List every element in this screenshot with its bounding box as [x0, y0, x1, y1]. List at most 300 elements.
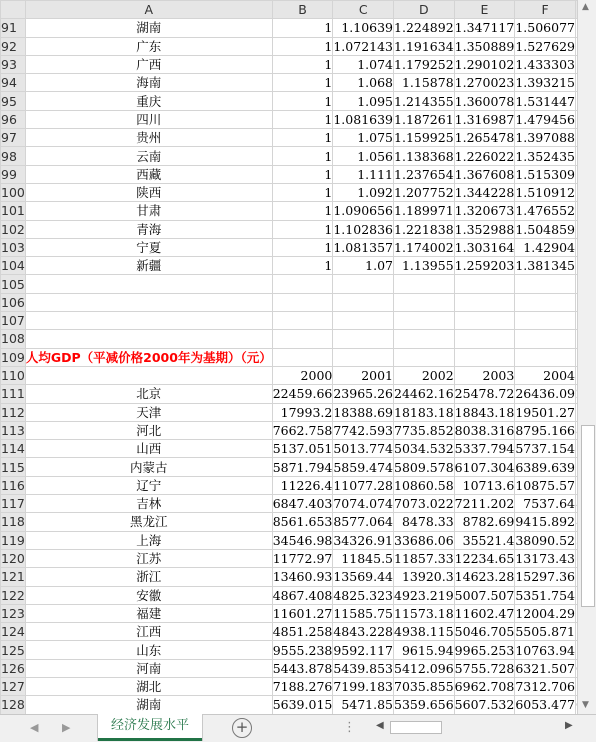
- value-cell[interactable]: 11573.18: [394, 605, 454, 621]
- value-cell[interactable]: 26436.09: [515, 386, 575, 402]
- province-cell[interactable]: 贵州: [25, 129, 272, 147]
- table-row: [1, 677, 578, 695]
- value-cell[interactable]: 6847.403: [272, 496, 333, 512]
- table-row: [1, 275, 578, 293]
- value-cell[interactable]: 18183.18: [394, 404, 454, 420]
- column-header-e[interactable]: E: [454, 1, 515, 19]
- empty-cell[interactable]: [394, 275, 455, 293]
- value-cell[interactable]: 1: [272, 147, 333, 165]
- value-cell[interactable]: 5137.051: [272, 441, 333, 457]
- province-cell[interactable]: 天津: [25, 403, 272, 421]
- value-cell[interactable]: 11602.47: [454, 605, 515, 621]
- value-cell[interactable]: 5046.705: [454, 624, 515, 640]
- empty-cell[interactable]: [333, 330, 394, 348]
- value-cell[interactable]: 8795.166: [515, 422, 575, 438]
- prev-sheet-icon[interactable]: ◀: [30, 721, 39, 734]
- value-cell[interactable]: 1.393215: [515, 75, 575, 91]
- value-cell[interactable]: 1: [272, 55, 333, 73]
- value-cell[interactable]: 25478.72: [454, 386, 515, 402]
- value-cell[interactable]: 11077.28: [333, 477, 394, 493]
- province-cell[interactable]: 浙江: [25, 568, 272, 586]
- value-cell[interactable]: 1.102836: [333, 221, 394, 237]
- value-cell[interactable]: 1.224892: [394, 20, 454, 36]
- value-cell[interactable]: 7312.706: [515, 679, 575, 695]
- value-cell[interactable]: 1.303164: [454, 240, 515, 255]
- value-cell[interactable]: 5359.656: [394, 697, 454, 713]
- value-cell[interactable]: 1.15878: [394, 74, 455, 92]
- value-cell[interactable]: 1.476552: [515, 203, 575, 219]
- table-row: [1, 147, 578, 165]
- value-cell[interactable]: 5809.578: [394, 459, 454, 475]
- value-cell[interactable]: 24462.16: [394, 386, 454, 402]
- value-cell[interactable]: 17993.2: [272, 403, 333, 421]
- value-cell[interactable]: 1.344228: [454, 185, 515, 201]
- value-cell[interactable]: 1.360078: [454, 93, 515, 109]
- value-cell[interactable]: 1.237654: [394, 166, 454, 182]
- row-header[interactable]: 99: [1, 165, 26, 183]
- value-cell[interactable]: 1.074: [333, 55, 394, 73]
- row-header[interactable]: 98: [1, 147, 26, 165]
- value-cell[interactable]: 6962.708: [454, 679, 515, 695]
- value-cell[interactable]: 12004.29: [515, 605, 575, 621]
- province-cell[interactable]: 安徽: [25, 586, 272, 604]
- value-cell[interactable]: 1.270023: [454, 75, 515, 91]
- value-cell[interactable]: 6389.639: [515, 459, 575, 475]
- value-cell[interactable]: 7662.758: [272, 422, 333, 438]
- empty-cell[interactable]: [272, 312, 333, 330]
- value-cell[interactable]: 5471.85: [333, 696, 394, 714]
- value-cell[interactable]: 5013.774: [333, 441, 394, 457]
- value-cell[interactable]: 1: [272, 257, 333, 275]
- value-cell[interactable]: 7074.074: [333, 496, 394, 512]
- province-cell[interactable]: 陕西: [25, 183, 272, 201]
- value-cell[interactable]: 11857.33: [394, 551, 454, 567]
- value-cell[interactable]: 1.316987: [454, 111, 515, 127]
- year-header-cell[interactable]: 2000: [272, 366, 333, 384]
- province-cell[interactable]: 湖北: [25, 677, 272, 695]
- row-header[interactable]: 97: [1, 129, 26, 147]
- province-cell[interactable]: 北京: [25, 385, 272, 403]
- value-cell[interactable]: 1.397088: [515, 130, 575, 146]
- value-cell[interactable]: 5505.871: [515, 624, 575, 640]
- row-header[interactable]: 93: [1, 55, 26, 73]
- empty-cell[interactable]: [454, 348, 515, 366]
- sheet-tab-economic-level[interactable]: 经济发展水平: [98, 714, 202, 741]
- value-cell[interactable]: 5639.015: [272, 697, 333, 713]
- value-cell[interactable]: 10763.94: [515, 642, 575, 658]
- value-cell[interactable]: 1.347117: [454, 20, 515, 36]
- province-cell[interactable]: 江西: [25, 623, 272, 641]
- horizontal-scrollbar[interactable]: [372, 718, 577, 736]
- province-cell[interactable]: 福建: [25, 604, 272, 622]
- empty-cell[interactable]: [25, 275, 272, 293]
- value-cell[interactable]: 4923.219: [394, 587, 454, 603]
- value-cell[interactable]: 1.092: [333, 183, 394, 201]
- value-cell[interactable]: 18843.18: [454, 404, 515, 420]
- value-cell[interactable]: 5755.728: [454, 660, 515, 676]
- value-cell[interactable]: 1.189971: [394, 203, 454, 219]
- value-cell[interactable]: 13569.44: [333, 569, 394, 585]
- value-cell[interactable]: 1.081639: [333, 111, 394, 127]
- row-header[interactable]: 110: [1, 368, 25, 384]
- value-cell[interactable]: 1.075: [333, 129, 394, 147]
- province-cell[interactable]: 广东: [25, 37, 272, 55]
- row-header[interactable]: 109: [1, 349, 25, 365]
- row-header[interactable]: 103: [1, 240, 25, 255]
- value-cell[interactable]: 1: [272, 129, 333, 147]
- empty-cell[interactable]: [454, 330, 515, 348]
- value-cell[interactable]: 7188.276: [272, 679, 333, 695]
- table-row: [1, 110, 578, 128]
- value-cell[interactable]: 18388.69: [333, 404, 394, 420]
- value-cell[interactable]: 5607.532: [454, 697, 515, 713]
- row-header[interactable]: 128: [1, 697, 25, 713]
- value-cell[interactable]: 10875.57: [515, 477, 575, 493]
- value-cell[interactable]: 1.350889: [454, 38, 515, 54]
- empty-cell[interactable]: [25, 293, 272, 311]
- value-cell[interactable]: 1: [272, 220, 333, 238]
- value-cell[interactable]: 1.072143: [333, 38, 394, 54]
- province-cell[interactable]: 黑龙江: [25, 513, 272, 531]
- table-row: [1, 312, 578, 330]
- province-cell[interactable]: 甘肃: [25, 202, 272, 220]
- value-cell[interactable]: 1: [272, 183, 333, 201]
- row-header[interactable]: 120: [1, 551, 25, 567]
- row-header[interactable]: 104: [1, 258, 25, 274]
- value-cell[interactable]: 34546.98: [272, 532, 333, 548]
- value-cell[interactable]: 13460.93: [272, 569, 333, 585]
- row-header[interactable]: 95: [1, 92, 26, 110]
- value-cell[interactable]: 19501.27: [515, 404, 575, 420]
- vertical-scrollbar[interactable]: [577, 0, 596, 714]
- value-cell[interactable]: 11845.5: [333, 549, 394, 567]
- empty-cell[interactable]: [272, 348, 333, 366]
- empty-cell[interactable]: [394, 348, 455, 366]
- value-cell[interactable]: 5443.878: [272, 660, 333, 676]
- empty-cell[interactable]: [333, 312, 394, 330]
- value-cell[interactable]: 8782.69: [454, 513, 515, 531]
- value-cell[interactable]: 1.352988: [454, 221, 515, 237]
- empty-cell[interactable]: [515, 293, 576, 311]
- value-cell[interactable]: 4938.115: [394, 624, 454, 640]
- province-cell[interactable]: 山东: [25, 641, 272, 659]
- vertical-scroll-thumb[interactable]: [581, 425, 595, 607]
- value-cell[interactable]: 1.068: [333, 74, 394, 92]
- value-cell[interactable]: 1.504859: [515, 221, 575, 237]
- row-header[interactable]: 96: [1, 110, 26, 128]
- province-cell[interactable]: 广西: [25, 55, 272, 73]
- province-cell[interactable]: 江苏: [25, 549, 272, 567]
- value-cell[interactable]: 7073.022: [394, 496, 454, 512]
- value-cell[interactable]: 1.290102: [454, 57, 515, 73]
- empty-cell[interactable]: [515, 312, 576, 330]
- add-sheet-button[interactable]: +: [232, 718, 252, 738]
- value-cell[interactable]: 1: [272, 19, 333, 37]
- value-cell[interactable]: 1.13955: [394, 257, 455, 275]
- empty-cell[interactable]: [515, 275, 576, 293]
- province-cell[interactable]: 湖南: [25, 19, 272, 37]
- value-cell[interactable]: 1.138368: [394, 148, 454, 164]
- year-header-cell[interactable]: 2002: [394, 366, 455, 384]
- table-row: [1, 220, 578, 238]
- value-cell[interactable]: 1.531447: [515, 93, 575, 109]
- value-cell[interactable]: 9555.238: [272, 642, 333, 658]
- value-cell[interactable]: 5412.096: [394, 660, 454, 676]
- value-cell[interactable]: 1.527629: [515, 38, 575, 54]
- value-cell[interactable]: 5737.154: [515, 441, 575, 457]
- value-cell[interactable]: 1.506077: [515, 20, 575, 36]
- value-cell[interactable]: 5351.754: [515, 587, 575, 603]
- scroll-left-arrow-icon[interactable]: ◀: [376, 720, 384, 731]
- row-header[interactable]: 106: [1, 294, 25, 310]
- value-cell[interactable]: 1.207752: [394, 185, 454, 201]
- empty-cell[interactable]: [515, 330, 576, 348]
- row-header[interactable]: 91: [1, 19, 26, 37]
- value-cell[interactable]: 1.226022: [454, 148, 515, 164]
- row-header[interactable]: 124: [1, 624, 25, 640]
- province-cell[interactable]: 湖南: [25, 696, 272, 714]
- row-header[interactable]: 118: [1, 514, 25, 530]
- empty-cell[interactable]: [272, 330, 333, 348]
- empty-cell[interactable]: [333, 275, 394, 293]
- row-header[interactable]: 92: [1, 37, 26, 55]
- value-cell[interactable]: 5007.507: [454, 587, 515, 603]
- row-header[interactable]: 108: [1, 331, 25, 347]
- table-row: [1, 92, 578, 110]
- value-cell[interactable]: 10713.6: [454, 476, 515, 494]
- empty-cell[interactable]: [454, 312, 515, 330]
- province-cell[interactable]: 四川: [25, 110, 272, 128]
- row-header[interactable]: 111: [1, 386, 25, 402]
- column-header-f[interactable]: F: [515, 1, 576, 19]
- value-cell[interactable]: 1: [272, 74, 333, 92]
- value-cell[interactable]: 11585.75: [333, 605, 394, 621]
- value-cell[interactable]: 1.191634: [394, 38, 454, 54]
- column-header-c[interactable]: C: [333, 1, 394, 19]
- row-header[interactable]: 123: [1, 605, 25, 621]
- value-cell[interactable]: 33686.06: [394, 532, 454, 548]
- value-cell[interactable]: 1.381345: [515, 258, 575, 274]
- value-cell[interactable]: 1.320673: [454, 203, 515, 219]
- empty-cell[interactable]: [272, 275, 333, 293]
- row-header[interactable]: 116: [1, 477, 25, 493]
- empty-cell[interactable]: [25, 312, 272, 330]
- value-cell[interactable]: 1.367608: [454, 166, 515, 182]
- value-cell[interactable]: 1.10639: [333, 19, 394, 37]
- province-cell[interactable]: 新疆: [25, 257, 272, 275]
- value-cell[interactable]: 1.090656: [333, 203, 394, 219]
- row-header[interactable]: 105: [1, 276, 25, 292]
- value-cell[interactable]: 7742.593: [333, 422, 394, 438]
- row-header[interactable]: 94: [1, 74, 26, 92]
- row-header[interactable]: 107: [1, 313, 25, 329]
- value-cell[interactable]: 8478.33: [394, 513, 455, 531]
- row-header[interactable]: 119: [1, 532, 25, 548]
- row-header[interactable]: 122: [1, 587, 25, 603]
- value-cell[interactable]: 1.174002: [394, 240, 454, 255]
- row-header[interactable]: 102: [1, 221, 25, 237]
- row-header[interactable]: 126: [1, 660, 25, 676]
- value-cell[interactable]: 5034.532: [394, 441, 454, 457]
- scroll-down-arrow-icon[interactable]: ▼: [582, 700, 589, 710]
- value-cell[interactable]: 34326.91: [333, 532, 394, 548]
- empty-cell[interactable]: [454, 275, 515, 293]
- value-cell[interactable]: 9615.94: [394, 641, 455, 659]
- value-cell[interactable]: 1: [272, 110, 333, 128]
- year-header-cell[interactable]: 2001: [333, 366, 394, 384]
- value-cell[interactable]: 5337.794: [454, 441, 515, 457]
- value-cell[interactable]: 1.42904: [515, 238, 576, 256]
- value-cell[interactable]: 5439.853: [333, 660, 394, 676]
- value-cell[interactable]: 6321.507: [515, 660, 575, 676]
- value-cell[interactable]: 1: [272, 202, 333, 220]
- value-cell[interactable]: 35521.4: [454, 531, 515, 549]
- table-row: [1, 129, 578, 147]
- scroll-right-arrow-icon[interactable]: ▶: [565, 720, 573, 731]
- province-cell[interactable]: 河北: [25, 421, 272, 439]
- value-cell[interactable]: 1.352435: [515, 148, 575, 164]
- value-cell[interactable]: 1.479456: [515, 111, 575, 127]
- value-cell[interactable]: 1.265478: [454, 130, 515, 146]
- column-header-d[interactable]: D: [394, 1, 455, 19]
- table-row: [1, 202, 578, 220]
- row-header[interactable]: 115: [1, 459, 25, 475]
- value-cell[interactable]: 1: [272, 92, 333, 110]
- value-cell[interactable]: 4843.228: [333, 624, 394, 640]
- value-cell[interactable]: 10860.58: [394, 477, 454, 493]
- province-cell[interactable]: 河南: [25, 659, 272, 677]
- value-cell[interactable]: 1.056: [333, 147, 394, 165]
- value-cell[interactable]: 4867.408: [272, 587, 333, 603]
- row-header[interactable]: 117: [1, 496, 25, 512]
- value-cell[interactable]: 4851.258: [272, 624, 333, 640]
- value-cell[interactable]: 1.111: [333, 165, 394, 183]
- value-cell[interactable]: 1.510912: [515, 185, 575, 201]
- value-cell[interactable]: 13173.43: [515, 551, 575, 567]
- province-cell[interactable]: 青海: [25, 220, 272, 238]
- row-header[interactable]: 113: [1, 422, 25, 438]
- empty-cell[interactable]: [272, 293, 333, 311]
- split-handle-icon[interactable]: ⋮: [343, 720, 356, 735]
- value-cell[interactable]: 1.081357: [333, 240, 394, 255]
- province-cell[interactable]: 宁夏: [25, 238, 272, 256]
- year-header-cell[interactable]: 2004: [515, 366, 576, 384]
- year-header-cell[interactable]: 2003: [454, 366, 515, 384]
- value-cell[interactable]: 15297.36: [515, 569, 575, 585]
- province-cell[interactable]: 辽宁: [25, 476, 272, 494]
- empty-cell[interactable]: [454, 293, 515, 311]
- value-cell[interactable]: 9592.117: [333, 642, 394, 658]
- value-cell[interactable]: 1: [272, 238, 333, 256]
- row-header[interactable]: 114: [1, 441, 25, 457]
- value-cell[interactable]: 9965.253: [454, 642, 515, 658]
- province-cell[interactable]: 重庆: [25, 92, 272, 110]
- column-header-b[interactable]: B: [272, 1, 333, 19]
- empty-cell[interactable]: [394, 312, 455, 330]
- value-cell[interactable]: 1.515309: [515, 166, 575, 182]
- table-row: [1, 458, 578, 476]
- empty-cell[interactable]: [333, 293, 394, 311]
- value-cell[interactable]: 14623.28: [454, 569, 515, 585]
- value-cell[interactable]: 22459.66: [272, 386, 333, 402]
- value-cell[interactable]: 7735.852: [394, 422, 454, 438]
- value-cell[interactable]: 7199.183: [333, 679, 394, 695]
- province-cell[interactable]: 上海: [25, 531, 272, 549]
- value-cell[interactable]: 8038.316: [454, 422, 515, 438]
- row-header[interactable]: 101: [1, 203, 25, 219]
- value-cell[interactable]: 1: [272, 165, 333, 183]
- table-row: [1, 513, 578, 531]
- empty-cell[interactable]: [25, 330, 272, 348]
- province-cell[interactable]: 云南: [25, 147, 272, 165]
- value-cell[interactable]: 1.214355: [394, 93, 454, 109]
- next-sheet-icon[interactable]: ▶: [62, 721, 71, 734]
- value-cell[interactable]: 12234.65: [454, 551, 515, 567]
- row-header[interactable]: 121: [1, 569, 25, 585]
- value-cell[interactable]: 7211.202: [454, 496, 515, 512]
- value-cell[interactable]: 1.187261: [394, 111, 454, 127]
- value-cell[interactable]: 1.259203: [454, 258, 515, 274]
- value-cell[interactable]: 5871.794: [272, 459, 333, 475]
- value-cell[interactable]: 9415.892: [515, 514, 575, 530]
- province-cell[interactable]: 吉林: [25, 495, 272, 513]
- value-cell[interactable]: 1.07: [333, 257, 394, 275]
- empty-cell[interactable]: [394, 330, 455, 348]
- select-all-corner[interactable]: [1, 1, 26, 19]
- column-header-a[interactable]: A: [25, 1, 272, 19]
- value-cell[interactable]: 7035.855: [394, 679, 454, 695]
- value-cell[interactable]: 38090.52: [515, 532, 575, 548]
- value-cell[interactable]: 1.221838: [394, 221, 454, 237]
- value-cell[interactable]: 1.179252: [394, 57, 454, 73]
- value-cell[interactable]: 1.433303: [515, 57, 575, 73]
- value-cell[interactable]: 23965.26: [333, 386, 394, 402]
- table-row: [1, 586, 578, 604]
- value-cell[interactable]: 8577.064: [333, 514, 394, 530]
- empty-cell[interactable]: [515, 348, 576, 366]
- value-cell[interactable]: 8561.653: [272, 514, 333, 530]
- empty-cell[interactable]: [25, 366, 272, 384]
- value-cell[interactable]: 1: [272, 37, 333, 55]
- horizontal-scroll-thumb[interactable]: [390, 721, 442, 734]
- row-header[interactable]: 125: [1, 642, 25, 658]
- value-cell[interactable]: 11772.97: [272, 551, 333, 567]
- province-cell[interactable]: 山西: [25, 440, 272, 458]
- value-cell[interactable]: 11226.4: [272, 476, 333, 494]
- value-cell[interactable]: 6107.304: [454, 459, 515, 475]
- value-cell[interactable]: 1.159925: [394, 130, 454, 146]
- row-header[interactable]: 100: [1, 185, 25, 201]
- province-cell[interactable]: 内蒙古: [25, 458, 272, 476]
- scroll-up-arrow-icon[interactable]: ▲: [582, 2, 589, 12]
- value-cell[interactable]: 13920.3: [394, 568, 455, 586]
- table-row: [1, 257, 578, 275]
- section-title-cell[interactable]: 人均GDP（平减价格2000年为基期）（元）: [25, 349, 272, 365]
- table-row: [1, 165, 578, 183]
- province-cell[interactable]: 海南: [25, 74, 272, 92]
- province-cell[interactable]: 西藏: [25, 165, 272, 183]
- value-cell[interactable]: 7537.64: [515, 495, 576, 513]
- value-cell[interactable]: 11601.27: [272, 605, 333, 621]
- value-cell[interactable]: 1.095: [333, 92, 394, 110]
- empty-cell[interactable]: [394, 293, 455, 311]
- value-cell[interactable]: 4825.323: [333, 587, 394, 603]
- row-header[interactable]: 127: [1, 679, 25, 695]
- value-cell[interactable]: 6053.477: [515, 697, 575, 713]
- row-header[interactable]: 112: [1, 404, 25, 420]
- empty-cell[interactable]: [333, 348, 394, 366]
- value-cell[interactable]: 5859.474: [333, 459, 394, 475]
